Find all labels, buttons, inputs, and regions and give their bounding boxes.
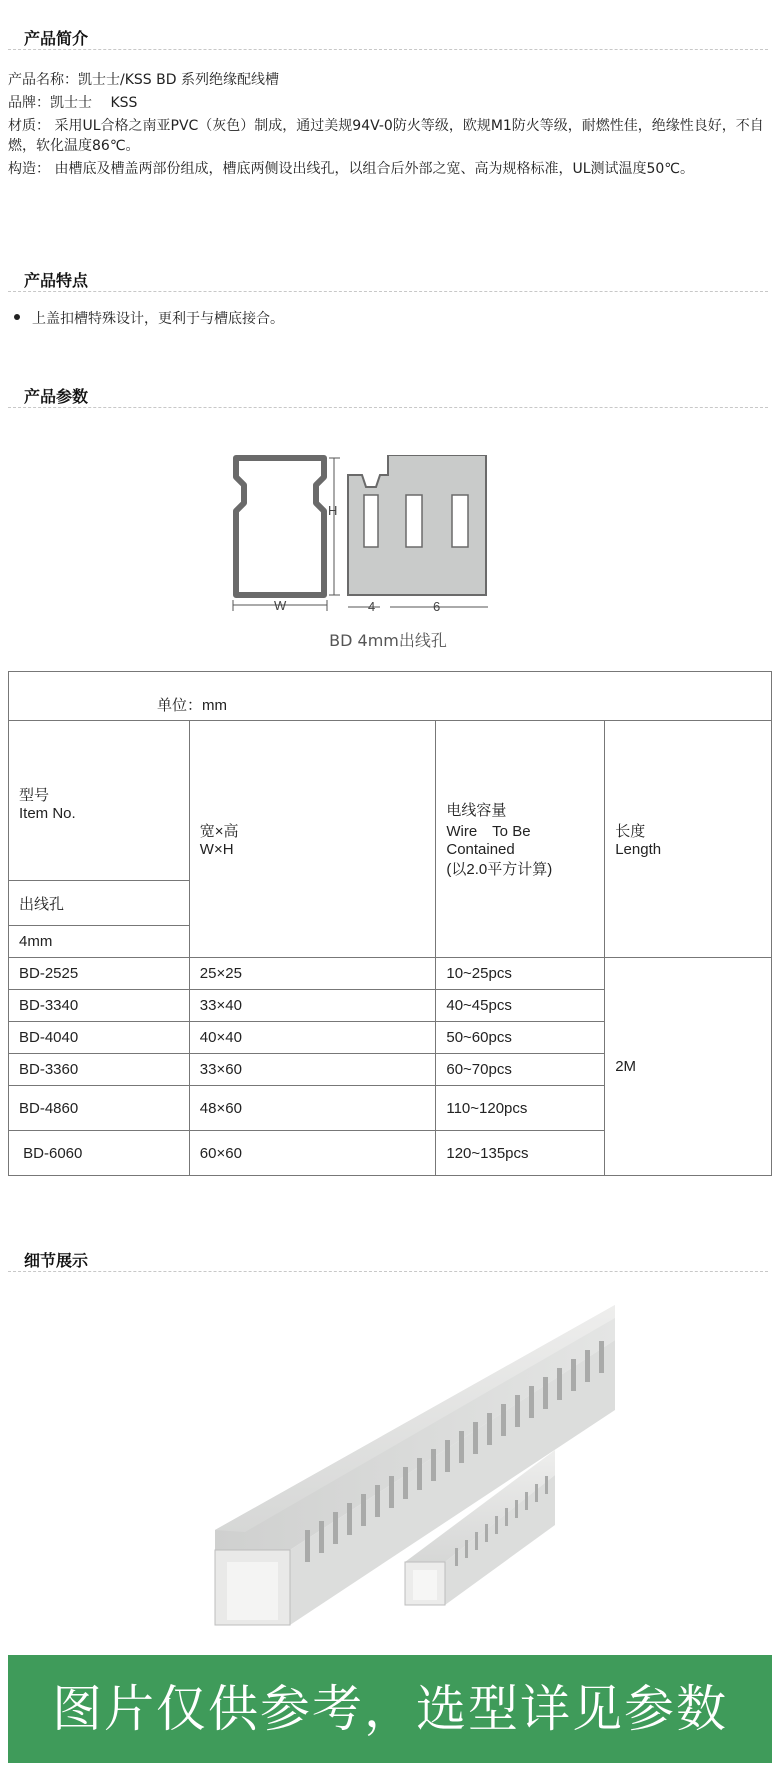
header-capacity-cn: 电线容量	[446, 802, 507, 819]
model-cell: BD-4860	[9, 1086, 190, 1131]
table-row	[9, 958, 772, 990]
model-cell: BD-3340	[9, 990, 190, 1022]
length-cell: 2M	[605, 958, 772, 1176]
section-params-header	[0, 372, 776, 412]
section-features-header	[0, 256, 776, 296]
diagram-caption: BD 4mm出线孔	[329, 631, 447, 650]
product-structure: 构造： 由槽底及槽盖两部份组成，槽底两侧设出线孔，以组合后外部之宽、高为规格标准，UL测试温度50℃。	[8, 161, 695, 177]
wire-slot	[452, 495, 468, 547]
product-brand: 品牌：凯士士 KSS	[8, 95, 138, 111]
bullet-icon	[14, 314, 20, 320]
product-name: 产品名称：凯士士/KSS BD 系列绝缘配线槽	[8, 72, 279, 88]
feature-item	[14, 308, 284, 328]
section-intro-header	[0, 14, 776, 54]
wire-slot	[406, 495, 422, 547]
section-title: 产品特点	[24, 271, 89, 290]
size-cell: 48×60	[189, 1086, 436, 1131]
capacity-cell: 120~135pcs	[436, 1131, 605, 1176]
table-row	[9, 672, 772, 721]
slot-4-label: 4	[368, 599, 376, 614]
header-model	[9, 721, 190, 881]
header-length-cn: 长度	[615, 823, 646, 840]
header-size-cn: 宽×高	[199, 823, 239, 840]
section-title: 产品简介	[24, 29, 89, 48]
header-length-en: Length	[615, 841, 662, 858]
model-cell: BD-6060	[9, 1131, 190, 1176]
header-capacity-en2: Contained	[446, 841, 515, 858]
w-label: W	[274, 598, 287, 613]
size-cell: 33×40	[189, 990, 436, 1022]
model-cell: BD-3360	[9, 1054, 190, 1086]
model-cell: BD-2525	[9, 958, 190, 990]
model-cell: BD-4040	[9, 1022, 190, 1054]
hole-label-cell: 出线孔	[9, 881, 190, 926]
capacity-cell: 40~45pcs	[436, 990, 605, 1022]
section-details-header	[0, 1236, 776, 1276]
duct-profile	[236, 458, 324, 595]
dashed-divider	[8, 291, 768, 292]
header-model-cn: 型号	[19, 786, 50, 804]
capacity-cell: 50~60pcs	[436, 1022, 605, 1054]
product-intro	[8, 70, 772, 182]
product-detail-photo	[205, 1300, 615, 1640]
dashed-divider	[8, 49, 768, 50]
table-header-row	[9, 721, 772, 881]
wire-slot	[364, 495, 378, 547]
capacity-cell: 60~70pcs	[436, 1054, 605, 1086]
header-model-en: Item No.	[19, 804, 76, 822]
header-capacity-note: (以2.0平方计算)	[446, 861, 553, 878]
disclaimer-banner: 图片仅供参考，选型详见参数	[8, 1655, 772, 1763]
header-length	[605, 721, 772, 958]
slot-6-label: 6	[433, 599, 441, 614]
feature-text: 上盖扣槽特殊设计，更利于与槽底接合。	[32, 311, 284, 327]
dashed-divider	[8, 1271, 768, 1272]
header-size-en: W×H	[199, 841, 234, 858]
section-title: 产品参数	[24, 387, 89, 406]
h-label: H	[328, 503, 338, 518]
product-material: 材质： 采用UL合格之南亚PVC（灰色）制成，通过美规94V-0防火等级，欧规M1防火等级，耐燃性佳，绝缘性良好，不自燃，软化温度86℃。	[8, 118, 764, 154]
capacity-cell: 10~25pcs	[436, 958, 605, 990]
size-cell: 25×25	[189, 958, 436, 990]
header-capacity	[436, 721, 605, 958]
hole-value-cell: 4mm	[9, 926, 190, 958]
feature-list	[14, 308, 284, 328]
capacity-cell: 110~120pcs	[436, 1086, 605, 1131]
size-cell: 60×60	[189, 1131, 436, 1176]
parameter-table	[8, 671, 772, 1176]
size-cell: 33×60	[189, 1054, 436, 1086]
header-capacity-en1: Wire To Be	[446, 823, 531, 840]
size-cell: 40×40	[189, 1022, 436, 1054]
dashed-divider	[8, 407, 768, 408]
header-size	[189, 721, 436, 958]
unit-cell: 单位：mm	[9, 672, 772, 721]
section-title: 细节展示	[24, 1251, 89, 1270]
